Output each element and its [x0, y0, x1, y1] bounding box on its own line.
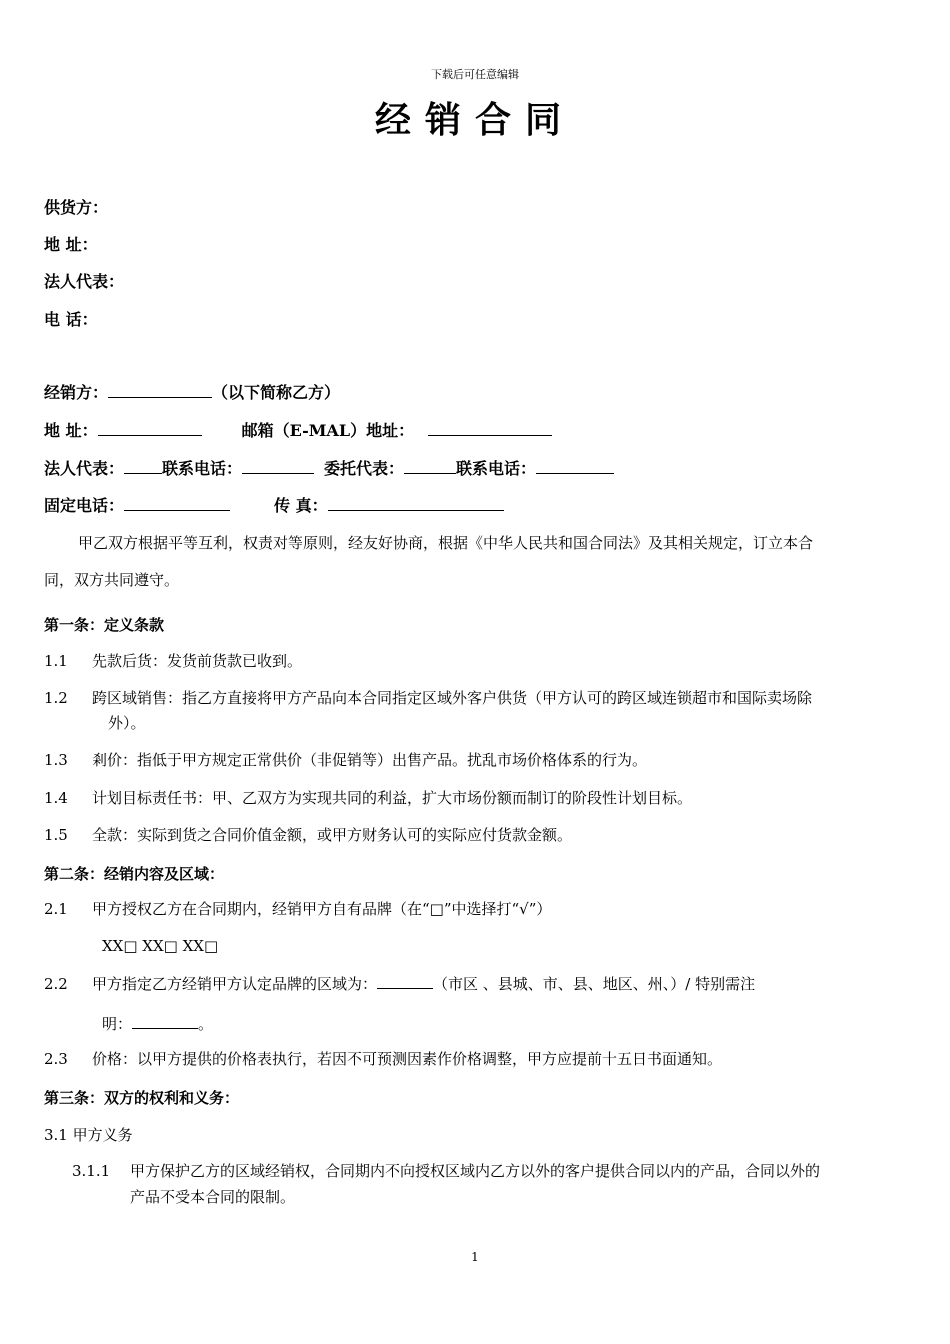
distributor-fixed-phone-label: 固定电话：	[44, 496, 125, 515]
distributor-contact-row	[44, 456, 614, 479]
clause-2-1	[44, 896, 914, 922]
distributor-contact-phone-label-2: 联系电话：	[456, 459, 537, 478]
distributor-fax-blank	[328, 494, 504, 511]
clause-number: 2.1	[44, 900, 68, 918]
distributor-contact-phone-blank	[242, 457, 314, 474]
clause-text: 剎价：指低于甲方规定正常供价（非促销等）出售产品。扰乱市场价格体系的行为。	[92, 751, 648, 769]
section-1-title: 第一条：定义条款	[44, 616, 165, 634]
distributor-name-suffix: （以下简称乙方）	[212, 383, 341, 402]
distributor-address-row	[44, 418, 552, 441]
distributor-phone-fax-row	[44, 493, 504, 516]
header-note: 下载后可任意编辑	[431, 68, 519, 81]
clause-3-1-1-continuation: 产品不受本合同的限制。	[130, 1188, 296, 1206]
clause-number: 2.2	[44, 975, 68, 993]
distributor-email-label: 邮箱（E-MAL）地址：	[241, 421, 415, 440]
clause-number: 1.5	[44, 826, 68, 844]
section-3-1-title: 3.1 甲方义务	[44, 1126, 133, 1144]
clause-1-1	[44, 648, 914, 674]
brand-checkboxes: XX□ XX□ XX□	[102, 937, 219, 955]
clause-number: 1.1	[44, 652, 68, 670]
distributor-email-blank	[428, 419, 552, 436]
clause-1-5	[44, 822, 914, 848]
clause-number: 2.3	[44, 1050, 68, 1068]
clause-number: 1.3	[44, 751, 68, 769]
distributor-fixed-phone-blank	[124, 494, 230, 511]
clause-text: 跨区域销售：指乙方直接将甲方产品向本合同指定区域外客户供货（甲方认可的跨区域连锁超市和国际卖场除	[92, 689, 813, 707]
clause-number: 1.2	[44, 689, 68, 707]
supplier-address-label: 地 址：	[44, 235, 98, 254]
clause-text: 先款后货：发货前货款已收到。	[92, 652, 303, 670]
clause-number: 3.1.1	[72, 1162, 111, 1180]
clause-1-3	[44, 747, 914, 773]
distributor-contact-phone-label: 联系电话：	[162, 459, 243, 478]
clause-text-a: 甲方指定乙方经销甲方认定品牌的区域为：	[92, 975, 378, 993]
distributor-contact-phone-blank-2	[536, 457, 614, 474]
clause-text: 计划目标责任书：甲、乙双方为实现共同的利益，扩大市场份额而制订的阶段性计划目标。	[92, 789, 693, 807]
supplier-phone-label: 电 话：	[44, 310, 98, 329]
section-3-title: 第三条：双方的权利和义务：	[44, 1089, 240, 1107]
distributor-fax-label: 传 真：	[274, 496, 328, 515]
distributor-legal-rep-label: 法人代表：	[44, 459, 125, 478]
distributor-name-label: 经销方：	[44, 383, 109, 402]
section-2-title: 第二条：经销内容及区域：	[44, 865, 225, 883]
clause-text: 甲方保护乙方的区域经销权，合同期内不向授权区域内乙方以外的客户提供合同以内的产品，合同以外的	[130, 1162, 821, 1180]
distributor-name-blank	[108, 381, 212, 398]
distributor-address-label: 地 址：	[44, 421, 98, 440]
distributor-name-row	[44, 380, 340, 403]
clause-3-1-1	[72, 1160, 820, 1181]
clause-text: 价格：以甲方提供的价格表执行，若因不可预测因素作价格调整，甲方应提前十五日书面通知。	[92, 1050, 723, 1068]
distributor-agent-label: 委托代表：	[324, 459, 405, 478]
clause-text: 甲方授权乙方在合同期内，经销甲方自有品牌（在“□”中选择打“√”）	[92, 900, 552, 918]
clause-1-4	[44, 785, 914, 811]
clause-cont-a: 明：	[102, 1015, 133, 1033]
page-number: 1	[471, 1250, 479, 1264]
supplier-name-label: 供货方：	[44, 198, 109, 217]
special-note-blank	[132, 1012, 198, 1029]
clause-cont-b: 。	[198, 1015, 214, 1033]
region-blank	[377, 972, 433, 989]
distributor-legal-rep-blank	[124, 457, 162, 474]
clause-text: 全款：实际到货之合同价值金额，或甲方财务认可的实际应付货款金额。	[92, 826, 573, 844]
clause-1-2-continuation: 外）。	[108, 714, 146, 732]
clause-2-2	[44, 971, 914, 997]
distributor-agent-blank	[404, 457, 456, 474]
clause-2-3	[44, 1046, 914, 1072]
contract-title: 经销合同	[374, 99, 575, 141]
clause-2-2-continuation	[102, 1012, 213, 1034]
intro-paragraph-line2: 同，双方共同遵守。	[44, 571, 180, 589]
clause-number: 1.4	[44, 789, 68, 807]
clause-1-2	[44, 685, 914, 711]
intro-paragraph-line1: 甲乙双方根据平等互利，权责对等原则，经友好协商，根据《中华人民共和国合同法》及其相关规定，订立本合	[78, 534, 814, 552]
supplier-legal-rep-label: 法人代表：	[44, 272, 125, 291]
distributor-address-blank	[98, 419, 202, 436]
clause-text-b: （市区 、县城、市、县、地区、州、）/ 特别需注	[433, 975, 756, 993]
